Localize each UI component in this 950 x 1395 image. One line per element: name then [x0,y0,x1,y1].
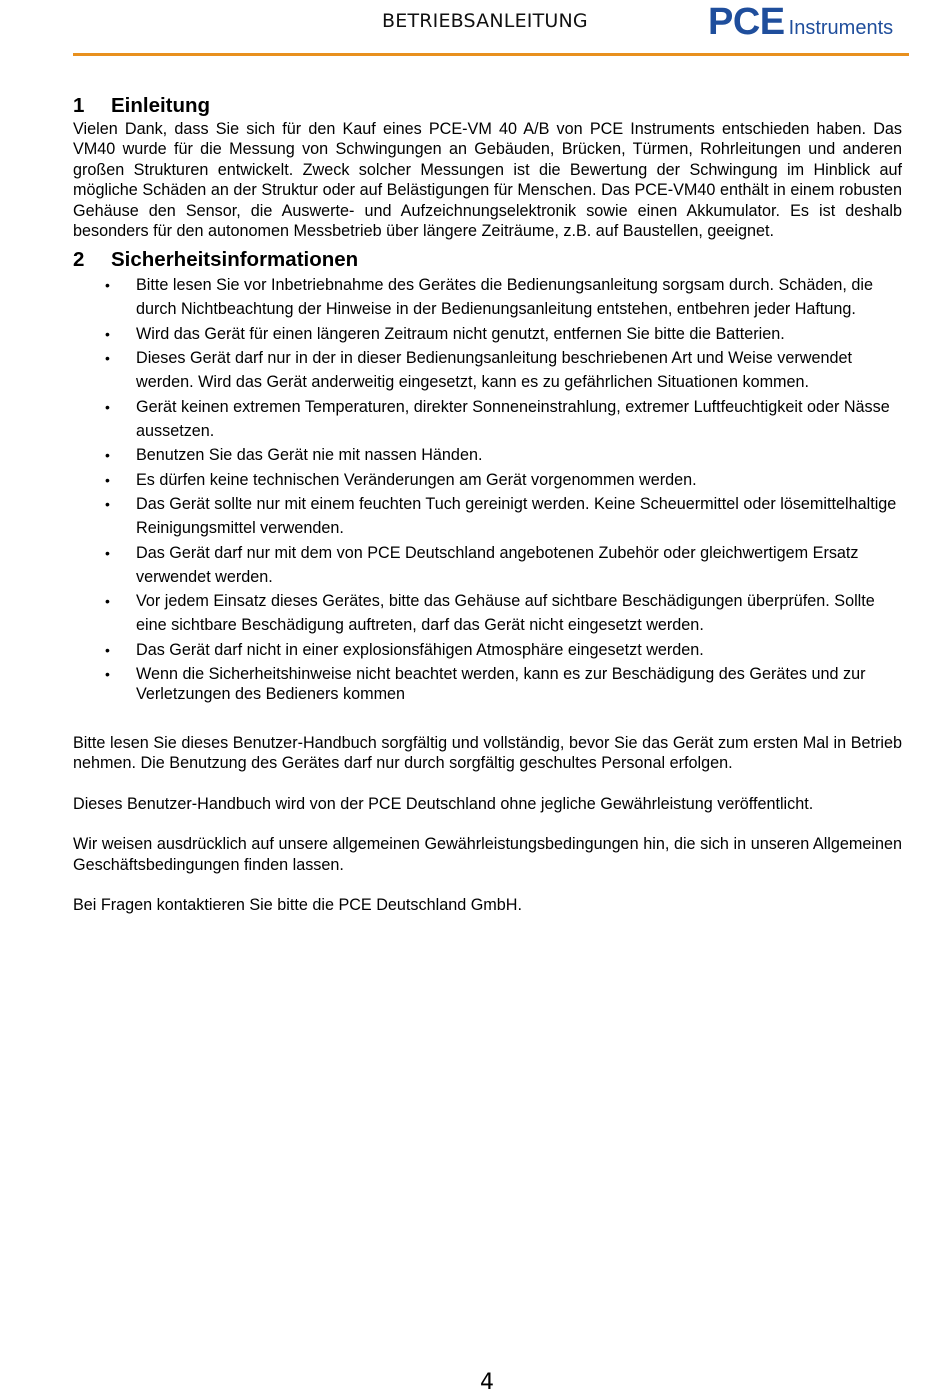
page-number: 4 [480,1370,494,1395]
bullet-icon: • [105,277,110,294]
safety-list [73,273,902,704]
list-item [73,273,902,321]
section-einleitung [73,93,902,241]
list-item-text: Das Gerät darf nicht in einer explosionsfähigen Atmosphäre eingesetzt werden. [136,640,704,659]
list-item-text: Das Gerät darf nur mit dem von PCE Deutschland angebotenen Zubehör oder gleichwertigem Ersatz verwendet werden. [136,543,859,586]
list-item [73,395,902,443]
list-item [73,664,902,704]
bullet-icon: • [105,593,110,610]
list-item-text: Benutzen Sie das Gerät nie mit nassen Händen. [136,446,483,465]
logo-sub-text: Instruments [788,17,894,39]
body-paragraph: Dieses Benutzer-Handbuch wird von der PCE Deutschland ohne jegliche Gewährleistung veröffentlicht. [73,794,814,813]
list-item-text: Vor jedem Einsatz dieses Gerätes, bitte das Gehäuse auf sichtbare Beschädigungen überprüfen. Sollte eine sichtbare Beschädigung auftreten, darf das Gerät nicht eingesetzt werden. [136,592,875,635]
list-item [73,346,902,394]
section-heading [73,93,902,119]
list-item [73,443,902,467]
document-header-title: BETRIEBSANLEITUNG [382,10,588,32]
list-item [73,589,902,637]
body-paragraph: Bitte lesen Sie dieses Benutzer-Handbuch sorgfältig und vollständig, bevor Sie das Gerät zum ersten Mal in Betrieb nehmen. Die Benutzung des Gerätes darf nur durch sorgfältig geschultes Personal erfolgen. [73,733,902,773]
list-item [73,468,902,492]
bullet-icon: • [105,544,110,561]
body-paragraph: Wir weisen ausdrücklich auf unsere allgemeinen Gewährleistungsbedingungen hin, die sich in unseren Allgemeinen Geschäftsbedingungen finden lassen. [73,835,902,874]
section-title: Einleitung [111,94,211,117]
bullet-icon: • [105,471,110,488]
section-sicherheitsinformationen [73,247,902,704]
logo-main-text: PCE [708,1,785,43]
bullet-icon: • [105,325,110,342]
body-paragraph: Bei Fragen kontaktieren Sie bitte die PCE Deutschland GmbH. [73,895,522,914]
list-item-text: Es dürfen keine technischen Veränderungen am Gerät vorgenommen werden. [136,470,697,489]
bullet-icon: • [105,447,110,464]
bullet-icon: • [105,665,110,682]
intro-paragraph: Vielen Dank, dass Sie sich für den Kauf eines PCE-VM 40 A/B von PCE Instruments entschieden haben. Das VM40 wurde für die Messung von Schwingungen an Gebäuden, Brücken, Türmen, Rohrleitungen und anderen großen Strukturen entwickelt. Zweck solcher Messungen ist die Bewertung der Schwingung im Hinblick auf mögliche Schäden an der Struktur oder auf Belästigungen für Menschen. Das PCE-VM40 enthält in einem robusten Gehäuse den Sensor, die Auswerte- und Aufzeichnungselektronik sowie einen Akkumulator. Es ist deshalb besonders für den autonomen Messbetrieb über längere Zeiträume, z.B. auf Baustellen, geeignet. [73,120,902,241]
list-item-text: Wenn die Sicherheitshinweise nicht beachtet werden, kann es zur Beschädigung des Gerätes und zur Verletzungen des Bedieners kommen [136,664,866,703]
bullet-icon: • [105,350,110,367]
list-item [73,541,902,589]
section-heading [73,247,902,273]
list-item-text: Bitte lesen Sie vor Inbetriebnahme des Gerätes die Bedienungsanleitung sorgsam durch. Schäden, die durch Nichtbeachtung der Hinweise in der Bedienungsanleitung entstehen, entbehren jeder Haftung. [136,276,873,319]
bullet-icon: • [105,398,110,415]
list-item-text: Wird das Gerät für einen längeren Zeitraum nicht genutzt, entfernen Sie bitte die Batterien. [136,324,785,343]
bullet-icon: • [105,641,110,658]
page-content [73,93,902,915]
list-item-text: Gerät keinen extremen Temperaturen, direkter Sonneneinstrahlung, extremer Luftfeuchtigkeit oder Nässe aussetzen. [136,397,890,440]
list-item-text: Das Gerät sollte nur mit einem feuchten Tuch gereinigt werden. Keine Scheuermittel oder lösemittelhaltige Reinigungsmittel verwenden. [136,495,897,538]
list-item-text: Dieses Gerät darf nur in der in dieser Bedienungsanleitung beschriebenen Art und Weise verwendet werden. Wird das Gerät anderweitig eingesetzt, kann es zu gefährlichen Situationen kommen. [136,349,852,392]
section-title: Sicherheitsinformationen [111,248,359,272]
list-item [73,322,902,346]
section-number: 1 [73,94,85,117]
section-number: 2 [73,248,85,272]
list-item [73,638,902,662]
list-item [73,492,902,540]
pce-instruments-logo [708,2,904,42]
bullet-icon: • [105,496,110,513]
header-divider [73,53,909,56]
